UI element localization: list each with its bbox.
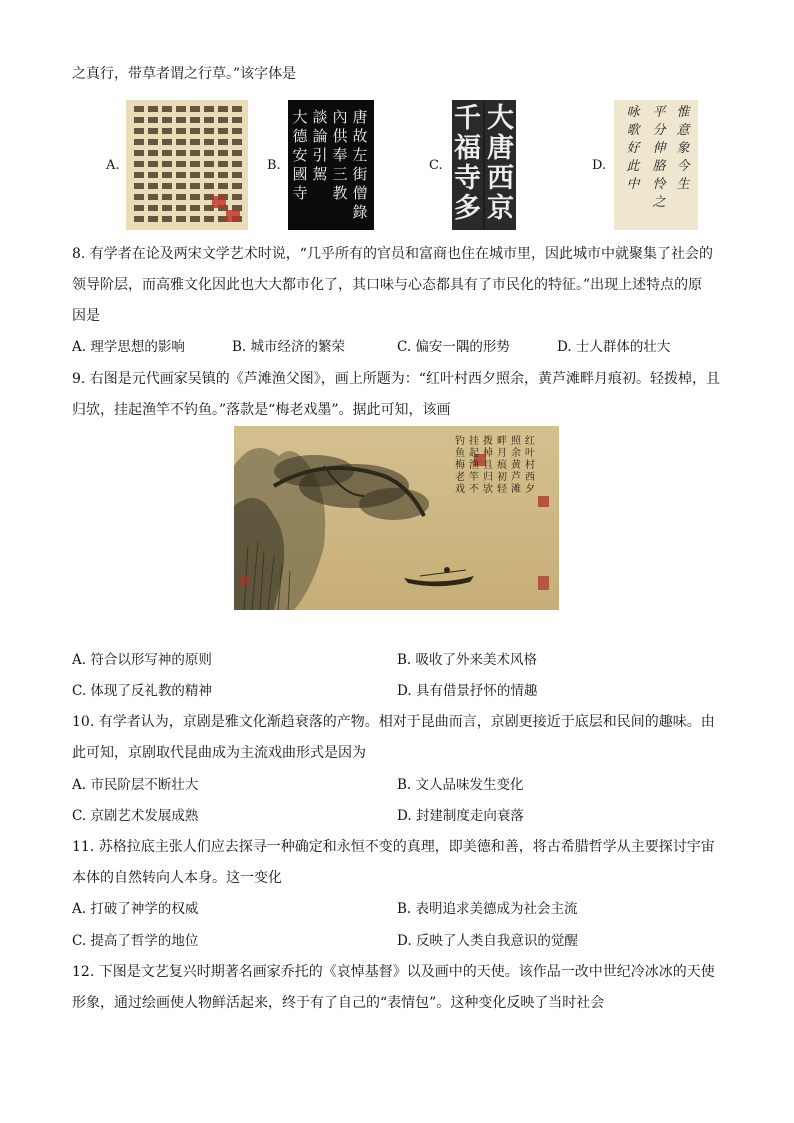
q8-line: 8. 有学者在论及两宋文学艺术时说，“几乎所有的官员和富商也住在城市里，因此城市中就聚集了社会的 (72, 246, 713, 262)
inscription-column: 红叶村西夕 (525, 436, 535, 495)
q10-option-a[interactable]: A. 市民阶层不断壮大 (72, 777, 199, 793)
q11-line: 11. 苏格拉底主张人们应去探寻一种确定和永恒不变的真理，即美德和善，将古希腊哲学从主要探讨宇宙 (72, 839, 715, 855)
q8-line: 因是 (72, 308, 100, 324)
inscription-column: 钓鱼梅老戏 (455, 436, 465, 495)
q11-line: 本体的自然转向人本身。这一变化 (72, 870, 282, 886)
rubbing-column: 唐故左街僧錄 (352, 108, 368, 221)
rubbing-column: 大德安國寺 (292, 108, 308, 202)
stele-column: 千福寺多 (454, 103, 481, 224)
q11-option-c[interactable]: C. 提高了哲学的地位 (72, 933, 199, 949)
q7-intro: 之真行，带草者谓之行草。”该字体是 (72, 66, 297, 82)
q7-option-d-label: D. (592, 158, 607, 173)
q12-line: 形象，通过绘画使人物鲜活起来，终于有了自己的“表情包”。这种变化反映了当时社会 (72, 995, 605, 1011)
q8-line: 领导阶层，而高雅文化因此也大大都市化了，其口味与心态都具有了市民化的特征。”出现上述特点的原 (72, 277, 703, 293)
inscription-column: 照余黄芦滩 (511, 436, 521, 495)
q7-option-c-image (452, 100, 516, 230)
q12-line: 12. 下图是文艺复兴时期著名画家乔托的《哀悼基督》以及画中的天使。该作品一改中世纪冷冰冰的天使 (72, 964, 715, 980)
rubbing-column: 內供奉三教 (332, 108, 348, 202)
q10-line: 此可知，京剧取代昆曲成为主流戏曲形式是因为 (72, 745, 366, 761)
rubbing-column: 談論引駕 (312, 108, 328, 183)
q7-option-a-image (126, 100, 248, 230)
q9-option-b[interactable]: B. 吸收了外来美术风格 (397, 652, 538, 668)
cursive-column: 惟意象今生 (676, 105, 690, 192)
cursive-column: 咏歌好此中 (626, 105, 640, 192)
q7-option-d-image (614, 100, 698, 230)
q10-option-c[interactable]: C. 京剧艺术发展成熟 (72, 808, 199, 824)
q11-option-a[interactable]: A. 打破了神学的权威 (72, 901, 199, 917)
q9-option-d[interactable]: D. 具有借景抒怀的情趣 (397, 683, 538, 699)
q10-option-b[interactable]: B. 文人品味发生变化 (397, 777, 524, 793)
fisherman-painting (234, 426, 559, 610)
inscription-column: 拨棹且归欤 (483, 436, 493, 495)
q7-option-a-label: A. (106, 158, 120, 173)
q9-line: 归欤，挂起渔竿不钓鱼。”落款是“梅老戏墨”。据此可知，该画 (72, 402, 451, 418)
q11-option-d[interactable]: D. 反映了人类自我意识的觉醒 (397, 933, 578, 949)
inscription-column: 畔月痕初轻 (497, 436, 507, 495)
inscription-column: 挂起渔竿不 (469, 436, 479, 495)
stele-column: 大唐西京 (487, 103, 514, 224)
q8-option-d[interactable]: D. 士人群体的壮大 (557, 339, 671, 355)
q8-option-b[interactable]: B. 城市经济的繁荣 (232, 339, 346, 355)
q10-option-d[interactable]: D. 封建制度走向衰落 (397, 808, 524, 824)
q9-option-c[interactable]: C. 体现了反礼教的精神 (72, 683, 212, 699)
q7-option-b-image (288, 100, 374, 230)
q8-option-c[interactable]: C. 偏安一隅的形势 (397, 339, 510, 355)
q10-line: 10. 有学者认为，京剧是雅文化渐趋衰落的产物。相对于昆曲而言，京剧更接近于底层和民间的趣味。由 (72, 714, 715, 730)
q7-option-c-label: C. (429, 158, 443, 173)
q11-option-b[interactable]: B. 表明追求美德成为社会主流 (397, 901, 578, 917)
cursive-column: 平分伸胳怜之 (652, 105, 666, 210)
q9-option-a[interactable]: A. 符合以形写神的原则 (72, 652, 212, 668)
q9-line: 9. 右图是元代画家吴镇的《芦滩渔父图》，画上所题为：“红叶村西夕照余，黄芦滩畔月痕初。轻拨棹，且 (72, 371, 720, 387)
q7-option-b-label: B. (267, 158, 281, 173)
q8-option-a[interactable]: A. 理学思想的影响 (72, 339, 185, 355)
